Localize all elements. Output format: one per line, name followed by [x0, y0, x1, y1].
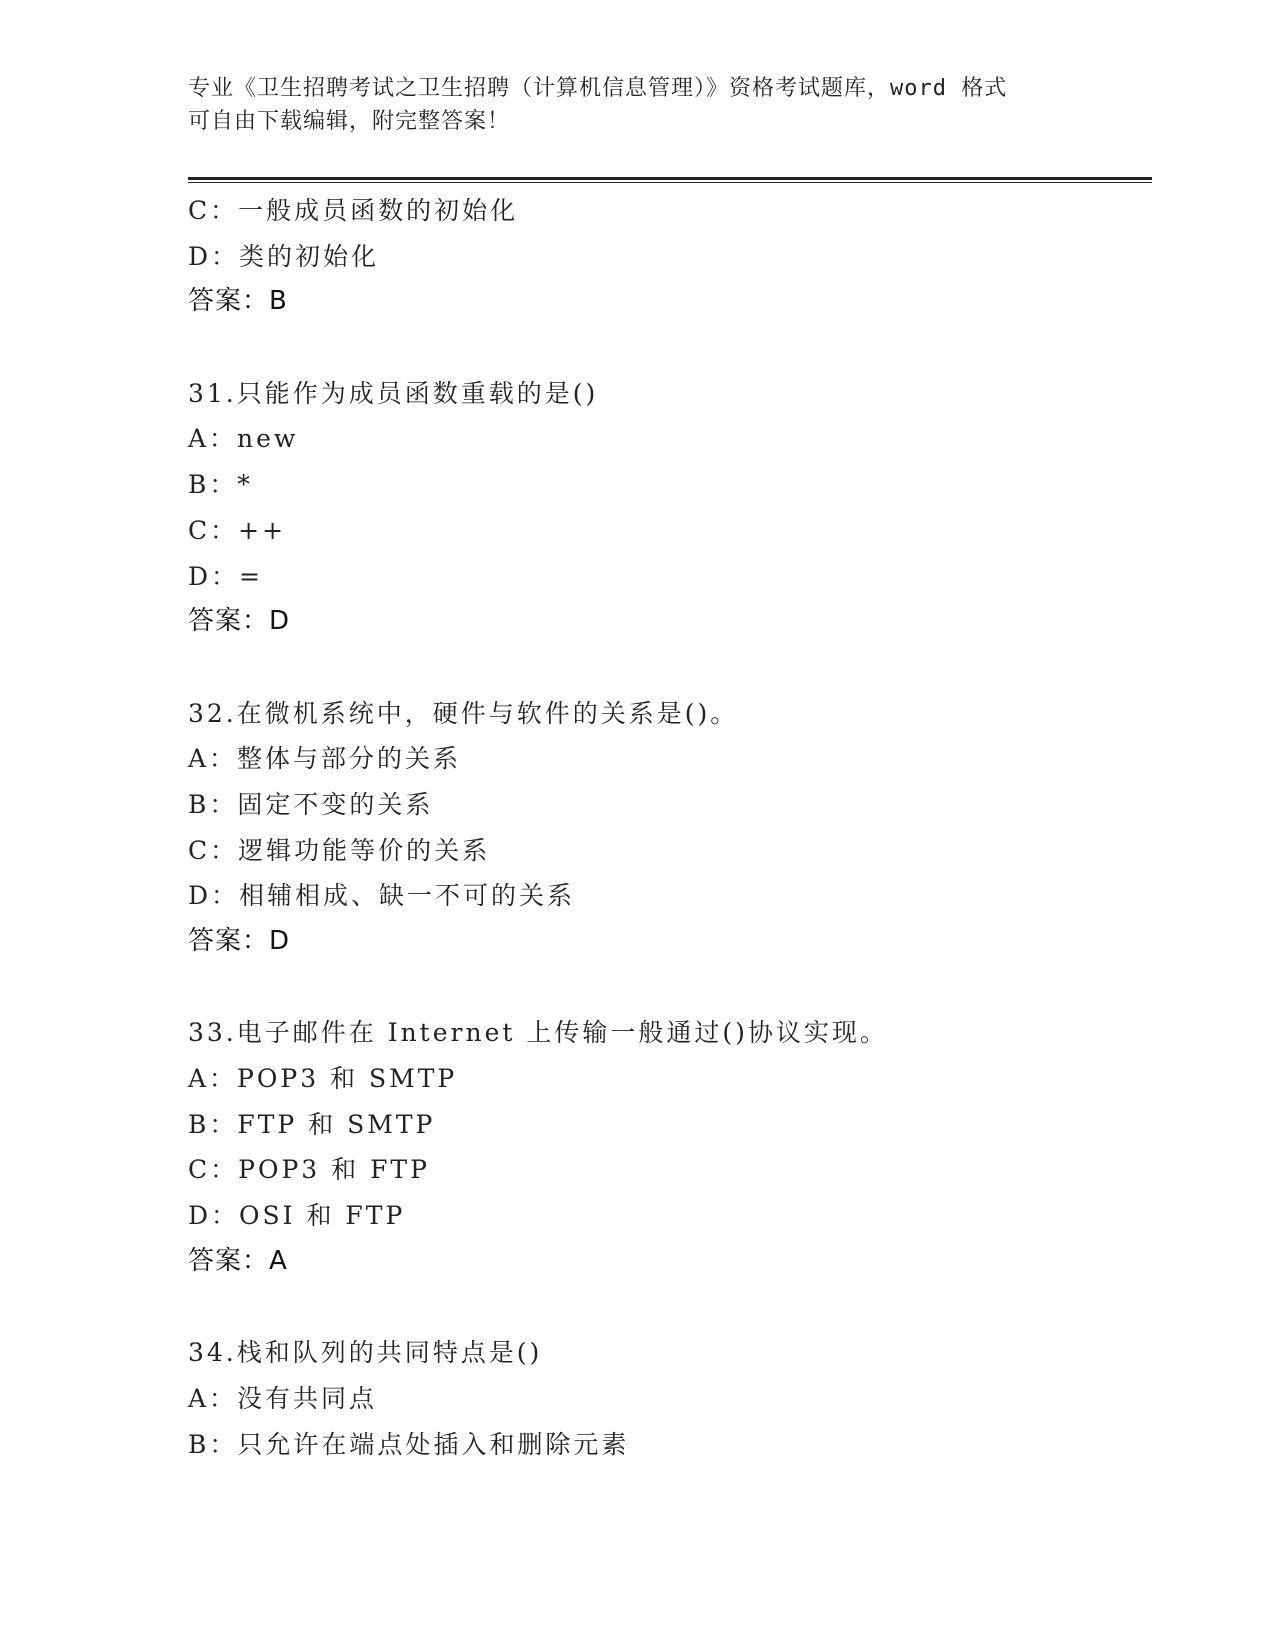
option-c: C：POP3 和 FTP	[188, 1155, 430, 1185]
option-d: D：相辅相成、缺一不可的关系	[188, 881, 576, 911]
header-rule-thick	[188, 177, 1152, 180]
option-c: C：++	[188, 515, 287, 545]
answer: 答案：A	[188, 1245, 288, 1276]
spacer	[188, 325, 1148, 371]
header-line-1: 专业《卫生招聘考试之卫生招聘（计算机信息管理）》资格考试题库，word 格式	[188, 76, 1008, 101]
spacer	[188, 1285, 1148, 1331]
header-rule-thin	[188, 182, 1152, 183]
option-b: B：只允许在端点处插入和删除元素	[188, 1429, 630, 1459]
answer: 答案：D	[188, 926, 291, 956]
answer: 答案：B	[188, 286, 288, 317]
spacer	[188, 965, 1148, 1011]
option-a: A：没有共同点	[188, 1383, 378, 1413]
option-d: D：类的初始化	[188, 241, 380, 271]
document-header	[188, 72, 1088, 138]
option-a: A：new	[188, 424, 299, 454]
question-31: 31.只能作为成员函数重载的是()	[188, 378, 599, 408]
spacer	[188, 645, 1148, 691]
option-c: C：逻辑功能等价的关系	[188, 835, 491, 865]
option-b: B：FTP 和 SMTP	[188, 1109, 436, 1139]
question-34: 34.栈和队列的共同特点是()	[188, 1338, 543, 1368]
answer: 答案：D	[188, 606, 291, 637]
question-33: 33.电子邮件在 Internet 上传输一般通过()协议实现。	[188, 1018, 888, 1048]
header-line-2: 可自由下载编辑，附完整答案！	[188, 109, 511, 134]
option-d: D：OSI 和 FTP	[188, 1201, 406, 1231]
option-b: B：固定不变的关系	[188, 789, 434, 819]
option-c: C：一般成员函数的初始化	[188, 196, 519, 225]
option-d: D：=	[188, 561, 263, 591]
option-a: A：整体与部分的关系	[188, 744, 462, 774]
option-b: B：*	[188, 470, 253, 500]
question-list	[188, 188, 1148, 1467]
option-a: A：POP3 和 SMTP	[188, 1064, 458, 1094]
question-32: 32.在微机系统中，硬件与软件的关系是()。	[188, 698, 739, 728]
